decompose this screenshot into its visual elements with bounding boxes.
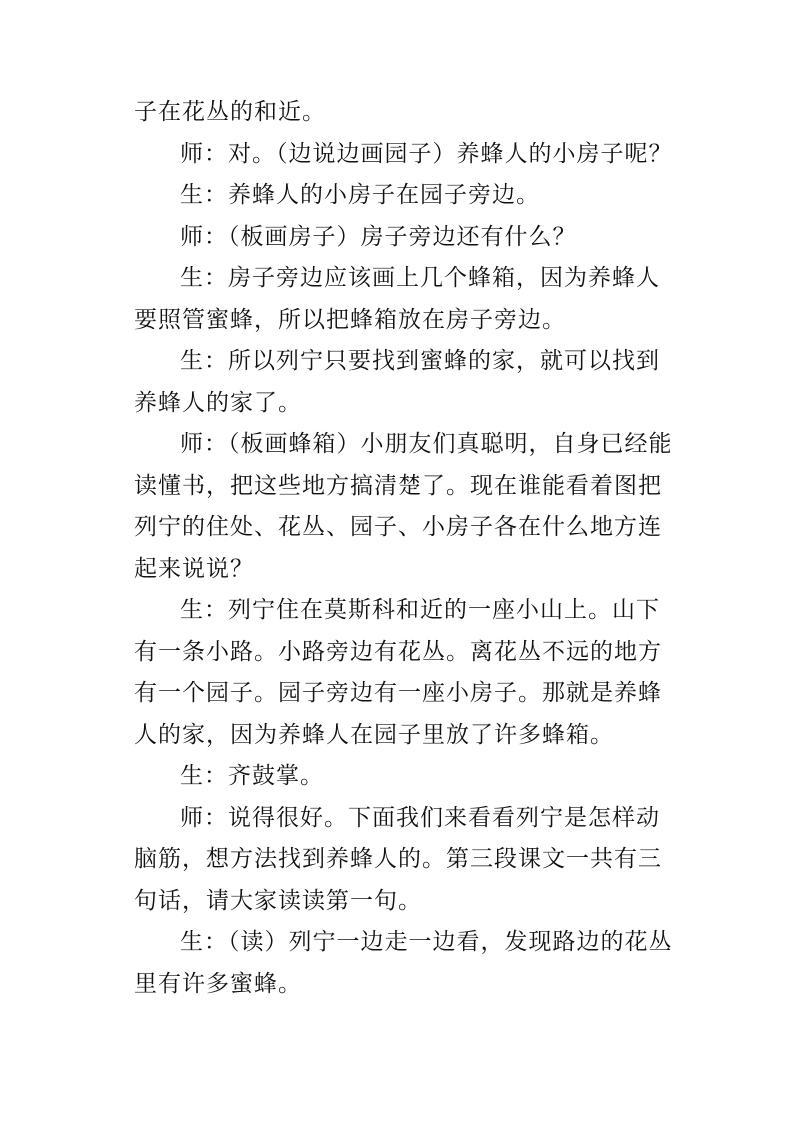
paragraph-1: 子在花丛的和近。 [134, 99, 326, 125]
paragraph-7: 师：（板画蜂箱）小朋友们真聪明，自身已经能读懂书，把这些地方搞清楚了。现在谁能看着图把列宁的住处、花丛、园子、小房子各在什么地方连起来说说？ [134, 431, 673, 582]
paragraph-3: 生：养蜂人的小房子在园子旁边。 [180, 182, 540, 208]
paragraph-5: 生：房子旁边应该画上几个蜂箱，因为养蜂人要照管蜜蜂，所以把蜂箱放在房子旁边。 [134, 265, 660, 333]
paragraph-10: 师：说得很好。下面我们来看看列宁是怎样动脑筋，想方法找到养蜂人的。第三段课文一共有三句话，请大家读读第一句。 [134, 804, 662, 914]
document-body [134, 92, 674, 1005]
paragraph-9: 生：齐鼓掌。 [180, 763, 324, 789]
paragraph-6: 生：所以列宁只要找到蜜蜂的家，就可以找到养蜂人的家了。 [134, 348, 660, 416]
paragraph-2: 师：对。（边说边画园子）养蜂人的小房子呢？ [180, 140, 673, 167]
paragraph-11: 生：（读）列宁一边走一边看，发现路边的花丛里有许多蜜蜂。 [134, 929, 673, 997]
paragraph-8: 生：列宁住在莫斯科和近的一座小山上。山下有一条小路。小路旁边有花丛。离花丛不远的地方有一个园子。园子旁边有一座小房子。那就是养蜂人的家，因为养蜂人在园子里放了许多蜂箱。 [134, 597, 662, 748]
paragraph-4: 师：（板画房子）房子旁边还有什么？ [180, 223, 577, 250]
